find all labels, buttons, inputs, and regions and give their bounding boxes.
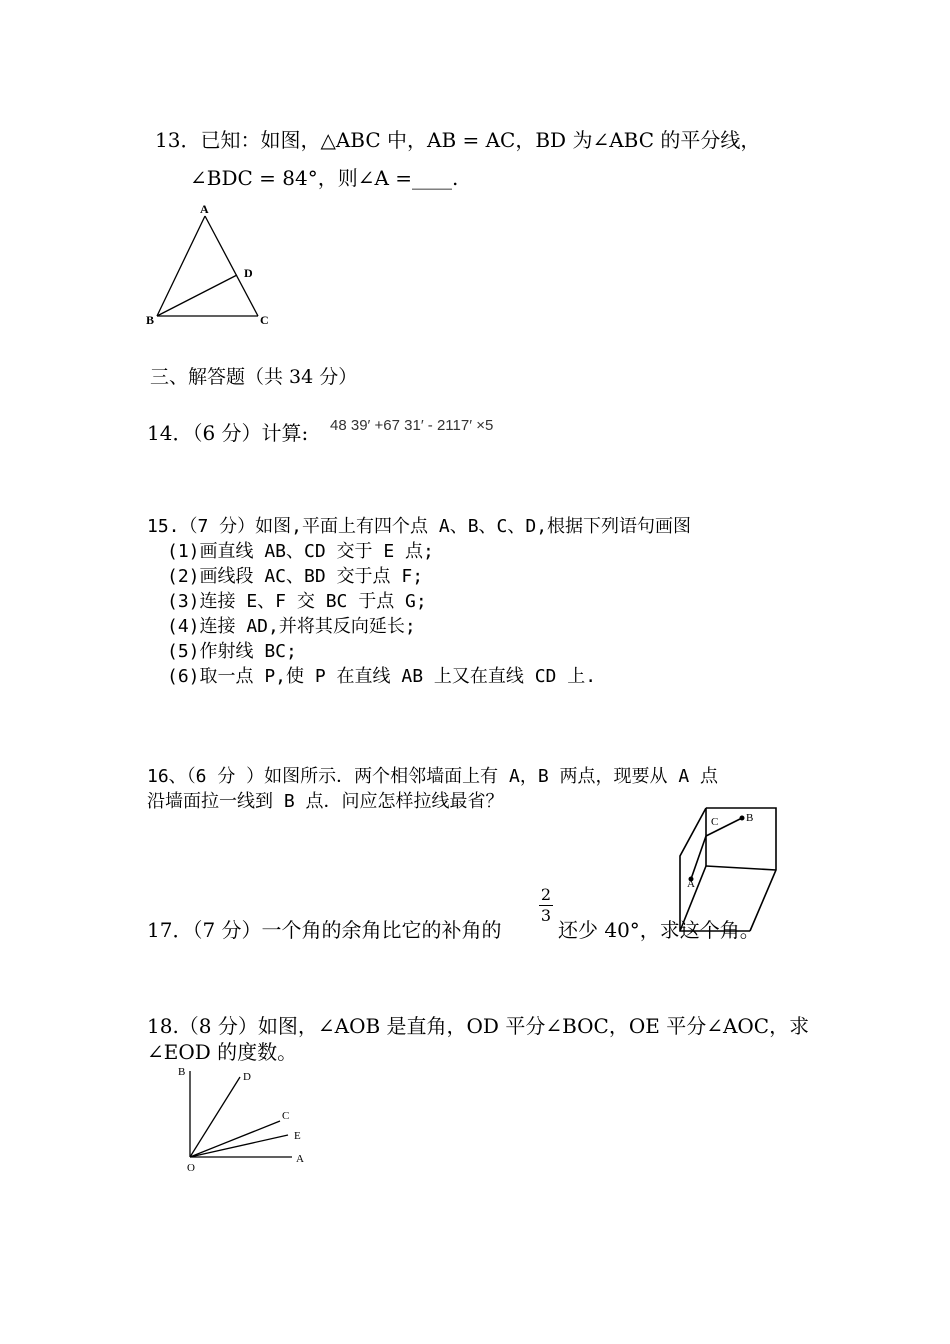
q18-label-b: B <box>178 1066 186 1078</box>
q16-label-b: B <box>746 812 754 824</box>
q17-suffix: 还少 40°，求这个角。 <box>558 918 760 942</box>
q13-label-a: A <box>200 202 209 216</box>
q13-label-b: B <box>146 313 155 327</box>
q15-item-3: (3)连接 E、F 交 BC 于点 G; <box>167 591 427 612</box>
q13-line1: 13．已知：如图，△ABC 中，AB = AC，BD 为∠ABC 的平分线， <box>155 128 761 152</box>
q17-prefix: 17．（7 分）一个角的余角比它的补角的 <box>147 918 502 942</box>
q16-label-a: A <box>687 878 695 890</box>
q15-item-6: (6)取一点 P,使 P 在直线 AB 上又在直线 CD 上. <box>167 666 597 687</box>
q16-line1: 16、（6 分 ）如图所示．两个相邻墙面上有 A，B 两点，现要从 A 点 <box>147 766 719 787</box>
q15-item-1: (1)画直线 AB、CD 交于 E 点; <box>167 541 434 562</box>
q18-label-o: O <box>187 1162 195 1174</box>
q18-label-c: C <box>282 1110 290 1122</box>
q14-expression: 48 39′ +67 31′ - 2117′ ×5 <box>330 417 494 434</box>
q18-label-e: E <box>294 1130 301 1142</box>
q17-fraction-numerator: 2 <box>540 885 552 904</box>
q13-line2: ∠BDC = 84°，则∠A =____. <box>190 166 459 190</box>
q13-label-d: D <box>244 266 253 280</box>
q14-prefix: 14．（6 分）计算: <box>147 421 309 445</box>
q18-line2: ∠EOD 的度数。 <box>147 1040 298 1064</box>
q16-line2: 沿墙面拉一线到 B 点．问应怎样拉线最省？ <box>147 791 504 812</box>
q15-item-2: (2)画线段 AC、BD 交于点 F; <box>167 566 424 587</box>
q18-label-d: D <box>243 1071 251 1083</box>
q18-label-a: A <box>296 1153 304 1165</box>
q13-label-c: C <box>260 313 269 327</box>
q18-line1: 18.（8 分）如图，∠AOB 是直角，OD 平分∠BOC，OE 平分∠AOC，求 <box>147 1014 810 1038</box>
q16-label-c: C <box>711 816 719 828</box>
q15-item-4: (4)连接 AD,并将其反向延长; <box>167 616 416 637</box>
section-title: 三、解答题（共 34 分） <box>150 366 358 388</box>
q15-title: 15.（7 分）如图,平面上有四个点 A、B、C、D,根据下列语句画图 <box>147 516 692 537</box>
q17-fraction-denominator: 3 <box>540 906 552 925</box>
triangle-abc-figure <box>140 200 280 330</box>
q15-item-5: (5)作射线 BC; <box>167 641 297 662</box>
q17-fraction <box>539 886 553 925</box>
